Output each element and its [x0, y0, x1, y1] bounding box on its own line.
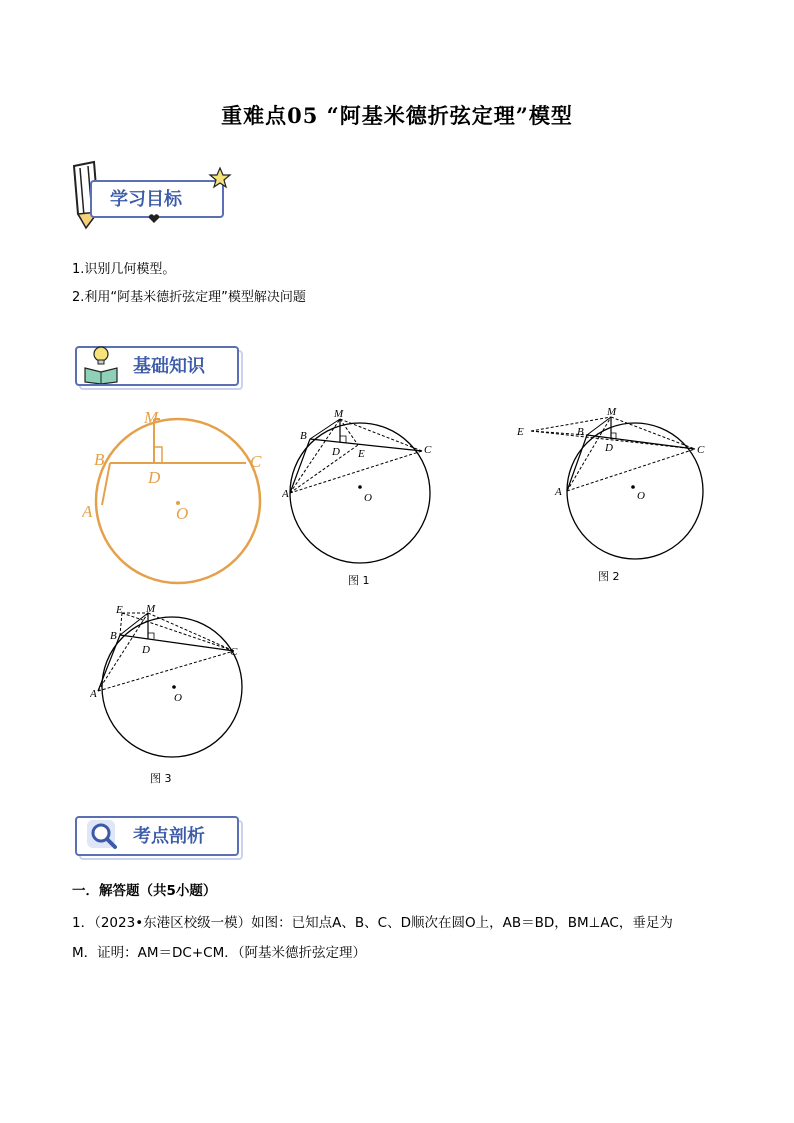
star-icon: [208, 166, 232, 190]
fig3-label-m: M: [146, 603, 156, 615]
section-analysis-title: 考点剖析: [133, 826, 205, 847]
section-analysis-header: [75, 816, 245, 862]
hand-label-o: O: [176, 504, 189, 523]
section-goals-title: 学习目标: [110, 189, 182, 210]
section-basics-title: 基础知识: [133, 356, 205, 377]
figure-2: [515, 405, 715, 575]
fig1-label-d: D: [332, 446, 340, 458]
figure-handdrawn: [82, 405, 272, 585]
hand-label-a: A: [82, 502, 93, 521]
fig2-label-c: C: [697, 444, 705, 456]
fig1-label-b: B: [300, 430, 307, 442]
section-goals-header: [68, 160, 238, 230]
fig1-caption: 图 1: [348, 574, 370, 587]
magnifier-icon: [85, 818, 121, 854]
section-basics-header: [75, 346, 245, 392]
fig2-label-e: E: [517, 426, 524, 438]
fig3-label-d: D: [142, 644, 150, 656]
fig3-caption: 图 3: [150, 772, 172, 785]
heart-icon: [148, 214, 160, 224]
fig3-label-e: E: [116, 604, 123, 616]
fig2-label-m: M: [607, 406, 617, 418]
fig3-label-o: O: [174, 692, 182, 704]
question-1-line-2: M．证明：AM＝DC+CM．（阿基米德折弦定理）: [72, 945, 366, 961]
fig2-label-d: D: [605, 442, 613, 454]
fig2-label-o: O: [637, 490, 645, 502]
goal-item-1: 1.识别几何模型。: [72, 262, 176, 277]
question-1-line-1: 1．（2023•东港区校级一模）如图：已知点A、B、C、D顺次在圆O上，AB＝BD，BM⊥AC，垂足为: [72, 915, 673, 931]
fig3-label-b: B: [110, 630, 117, 642]
fig1-label-m: M: [334, 408, 344, 420]
hand-label-b: B: [94, 450, 105, 469]
fig1-label-a: A: [282, 488, 289, 500]
book-lightbulb-icon: [81, 344, 121, 384]
fig3-label-a: A: [90, 688, 97, 700]
figure-1: [282, 405, 442, 583]
hand-label-m: M: [144, 408, 159, 427]
hand-label-d: D: [148, 468, 161, 487]
page-title: 重难点05 “阿基米德折弦定理”模型: [221, 103, 573, 128]
fig1-label-e: E: [358, 448, 365, 460]
exercise-heading: 一．解答题（共5小题）: [72, 883, 217, 899]
fig1-label-c: C: [424, 444, 432, 456]
fig3-label-c: C: [230, 646, 238, 658]
goal-item-2: 2.利用“阿基米德折弦定理”模型解决问题: [72, 290, 306, 305]
hand-label-c: C: [250, 452, 262, 471]
fig2-label-b: B: [577, 426, 584, 438]
fig2-caption: 图 2: [598, 570, 620, 583]
fig2-label-a: A: [555, 486, 562, 498]
fig1-label-o: O: [364, 492, 372, 504]
figure-3: [90, 603, 250, 783]
